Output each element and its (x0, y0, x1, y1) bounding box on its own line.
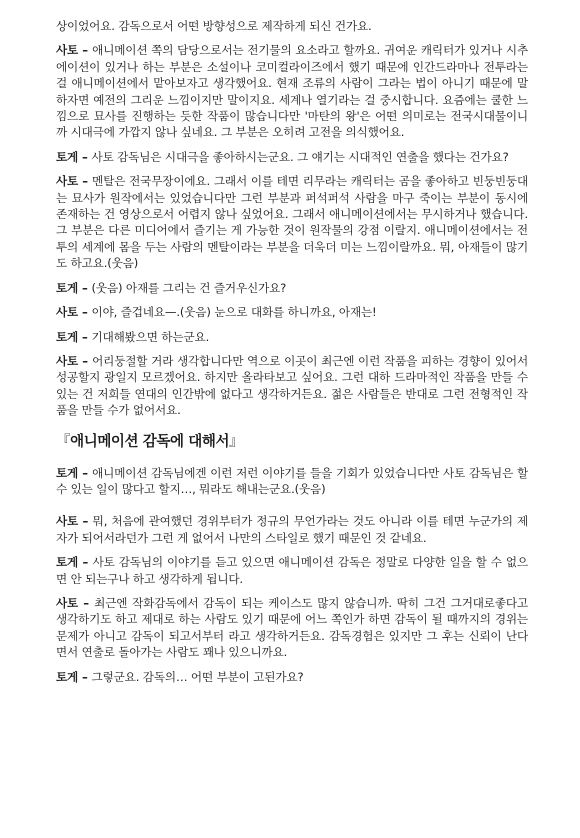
paragraph-text: 그렇군요. 감독의… 어떤 부분이 고된가요? (91, 669, 304, 684)
paragraph-sato: 사토 – 최근엔 작화감독에서 감독이 되는 케이스도 많지 않습니까. 딱히 그건 그거대로좋다고 생각하기도 하고 제대로 하는 사람도 있기 때문에 어느 쪽인가 하면 감독이 될 때까지의 경위는 문제가 아니고 감독이 되고서부터 라고 생각하거든요. 감독경험은 있지만 그 후는 신뢰이 난다면서 연출로 돌아가는 사람도 꽤나 있으니까요. (56, 595, 529, 660)
speaker-label: 사토 (56, 595, 79, 610)
paragraph-sato: 사토 – 애니메이션 쪽의 담당으로서는 전기물의 요소라고 할까요. 귀여운 캐릭터가 있거나 시추에이션이 있거나 하는 부분은 소설이나 코미컬라이즈에서 했기 때문에 인간드라마나 전투라는 걸 애니메이션에서 맡아보자고 생각했어요. 현재 조류의 사람이 그라는 법이 아니기 때문에 말하자면 예전의 그리운 느낌이지만 말이지요. 세계나 열기라는 걸 중시합니다. 요즘에는 쿨한 느낌으로 묘사를 진행하는 듯한 작품이 많습니다만 '마탄의 왕'은 어떤 의미로는 전국시대물이니까 시대극에 가깝지 않나 싶네요. 그 부분은 오히려 고전을 의식했어요. (56, 43, 529, 140)
paragraph-text: 기대해봤으면 하는군요. (91, 329, 210, 344)
paragraph-text: 멘탈은 전국무장이에요. 그래서 이를 테면 리무라는 캐릭터는 곰을 좋아하고 빈둥빈둥대는 묘사가 원작에서는 있었습니다만 그런 부분과 퍼석퍼석 사람을 마구 죽이는 부분이 동시에 존재하는 건 영상으로서 어렵지 않나 싶었어요. 그래서 애니메이션에서는 무시하거나 했습니다. 그 부분은 다른 미디어에서 즐기는 게 가능한 것이 원작물의 강점 이랄지. 애니메이션에서는 전투의 세계에 몸을 두는 사람의 멘탈이라는 부분을 더욱더 미는 느낌이랄까요. 뭐, 아재들이 많기도 하고요.(웃음) (56, 174, 529, 271)
paragraph-toge: 토게 – 기대해봤으면 하는군요. (56, 329, 210, 344)
speaker-label: 사토 (56, 174, 79, 189)
paragraph-toge: 토게 – 애니메이션 감독님에겐 이런 저런 이야기를 들을 기회가 있었습니다만 사토 감독님은 할 수 있는 일이 많다고 할지…, 뭐라도 해내는군요.(웃음) (56, 465, 529, 496)
speaker-label: 사토 (56, 514, 79, 529)
paragraph-text: 애니메이션 감독님에겐 이런 저런 이야기를 들을 기회가 있었습니다만 사토 감독님은 할 수 있는 일이 많다고 할지…, 뭐라도 해내는군요.(웃음) (56, 465, 529, 496)
paragraph-text: (웃음) 아재를 그리는 건 즐거우신가요? (91, 280, 287, 295)
paragraph-toge: 토게 – 사토 감독님은 시대극을 좋아하시는군요. 그 얘기는 시대적인 연출을 했다는 건가요? (56, 149, 509, 164)
speaker-label: 토게 (56, 555, 79, 570)
speaker-label: 토게 (56, 280, 79, 295)
paragraph-sato: 사토 – 이야, 즐겁네요—.(웃음) 눈으로 대화를 하니까요, 아재는! (56, 305, 377, 320)
paragraph-text: 이야, 즐겁네요—.(웃음) 눈으로 대화를 하니까요, 아재는! (91, 305, 377, 320)
paragraph-text: 사토 감독님의 이야기를 듣고 있으면 애니메이션 감독은 정말로 다양한 일을 할 수 없으면 안 되는구나 하고 생각하게 됩니다. (56, 555, 528, 586)
section-heading: 『애니메이션 감독에 대해서』 (56, 433, 244, 450)
speaker-label: 사토 (56, 305, 79, 320)
paragraph-toge: 토게 – 사토 감독님의 이야기를 듣고 있으면 애니메이션 감독은 정말로 다양한 일을 할 수 없으면 안 되는구나 하고 생각하게 됩니다. (56, 555, 528, 586)
speaker-label: 사토 (56, 43, 79, 58)
paragraph-text: 사토 감독님은 시대극을 좋아하시는군요. 그 얘기는 시대적인 연출을 했다는 건가요? (91, 149, 509, 164)
paragraph-text: 상이었어요. 감독으로서 어떤 방향성으로 제작하게 되신 건가요. (56, 19, 372, 33)
paragraph-toge: 토게 – 그렇군요. 감독의… 어떤 부분이 고된가요? (56, 669, 304, 684)
speaker-label: 토게 (56, 329, 79, 344)
paragraph-continuation (56, 18, 528, 34)
paragraph-text: 어리둥절할 거라 생각합니다만 역으로 이곳이 최근엔 이런 작품을 피하는 경향이 있어서 성공할지 광일지 모르겠어요. 하지만 올라타보고 싶어요. 그런 대하 드라마적인 작품을 만들 수 있는 건 저희들 연대의 인간밖에 없다고 생각하거든요. 젊은 사람들은 반대로 그런 전형적인 작품을 만들 수가 없어서요. (56, 353, 529, 418)
paragraph-text: 뭐, 처음에 관여했던 경위부터가 정규의 무언가라는 것도 아니라 이를 테면 누군가의 제자가 되어서라던가 그런 게 없어서 나만의 스타일로 했기 때문인 것 같네요. (56, 514, 528, 545)
speaker-label: 토게 (56, 149, 79, 164)
paragraph-text: 애니메이션 쪽의 담당으로서는 전기물의 요소라고 할까요. 귀여운 캐릭터가 있거나 시추에이션이 있거나 하는 부분은 소설이나 코미컬라이즈에서 했기 때문에 인간드라마나 전투라는 걸 애니메이션에서 맡아보자고 생각했어요. 현재 조류의 사람이 그라는 법이 아니기 때문에 말하자면 예전의 그리운 느낌이지만 말이지요. 세계나 열기라는 걸 중시합니다. 요즘에는 쿨한 느낌으로 묘사를 진행하는 듯한 작품이 많습니다만 '마탄의 왕'은 어떤 의미로는 전국시대물이니까 시대극에 가깝지 않나 싶네요. 그 부분은 오히려 고전을 의식했어요. (56, 43, 529, 140)
speaker-label: 사토 (56, 353, 79, 368)
paragraph-text: 최근엔 작화감독에서 감독이 되는 케이스도 많지 않습니까. 딱히 그건 그거대로좋다고 생각하기도 하고 제대로 하는 사람도 있기 때문에 어느 쪽인가 하면 감독이 될 때까지의 경위는 문제가 아니고 감독이 되고서부터 라고 생각하거든요. 감독경험은 있지만 그 후는 신뢰이 난다면서 연출로 돌아가는 사람도 꽤나 있으니까요. (56, 595, 529, 660)
paragraph-sato: 사토 – 어리둥절할 거라 생각합니다만 역으로 이곳이 최근엔 이런 작품을 피하는 경향이 있어서 성공할지 광일지 모르겠어요. 하지만 올라타보고 싶어요. 그런 대하 드라마적인 작품을 만들 수 있는 건 저희들 연대의 인간밖에 없다고 생각하거든요. 젊은 사람들은 반대로 그런 전형적인 작품을 만들 수가 없어서요. (56, 353, 529, 418)
speaker-label: 토게 (56, 669, 79, 684)
paragraph-sato: 사토 – 멘탈은 전국무장이에요. 그래서 이를 테면 리무라는 캐릭터는 곰을 좋아하고 빈둥빈둥대는 묘사가 원작에서는 있었습니다만 그런 부분과 퍼석퍼석 사람을 마구 죽이는 부분이 동시에 존재하는 건 영상으로서 어렵지 않나 싶었어요. 그래서 애니메이션에서는 무시하거나 했습니다. 그 부분은 다른 미디어에서 즐기는 게 가능한 것이 원작물의 강점 이랄지. 애니메이션에서는 전투의 세계에 몸을 두는 사람의 멘탈이라는 부분을 더욱더 미는 느낌이랄까요. 뭐, 아재들이 많기도 하고요.(웃음) (56, 174, 529, 271)
section-heading-text: 애니메이션 감독에 대해서 (70, 433, 230, 450)
paragraph-toge: 토게 – (웃음) 아재를 그리는 건 즐거우신가요? (56, 280, 287, 295)
speaker-label: 토게 (56, 465, 79, 480)
paragraph-sato: 사토 – 뭐, 처음에 관여했던 경위부터가 정규의 무언가라는 것도 아니라 이를 테면 누군가의 제자가 되어서라던가 그런 게 없어서 나만의 스타일로 했기 때문인 것 같네요. (56, 514, 528, 545)
